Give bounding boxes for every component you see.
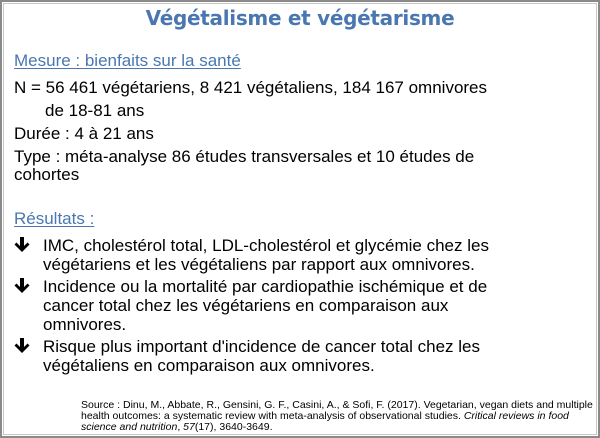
result-text-line: Incidence ou la mortalité par cardiopathie ischémique et de — [43, 277, 488, 296]
type-line-cont: cohortes — [14, 165, 80, 184]
citation-separator: , — [177, 421, 184, 433]
age-range-line: de 18-81 ans — [45, 101, 145, 120]
type-line: Type : méta-analyse 86 études transversales et 10 études de — [14, 147, 475, 166]
population-line: N = 56 461 végétariens, 8 421 végétaliens, 184 167 omnivores — [14, 78, 488, 97]
result-item — [14, 236, 578, 274]
result-text-line: végétaliens en comparaison aux omnivores. — [43, 356, 375, 375]
duration-line: Durée : 4 à 21 ans — [14, 124, 154, 143]
result-text — [43, 277, 578, 334]
source-citation — [81, 400, 596, 433]
arrow-down-icon — [14, 337, 30, 355]
citation-volume: 57 — [183, 421, 195, 433]
citation-journal: Critical reviews in food science and nutrition — [81, 410, 569, 433]
slide-title: Végétalisme et végétarisme — [145, 6, 455, 30]
resultats-heading: Résultats : — [14, 209, 95, 228]
result-text-line: omnivores. — [43, 315, 127, 334]
result-text-line: végétariens et les végétaliens par rapport aux omnivores. — [43, 255, 475, 274]
arrow-down-icon — [14, 236, 30, 254]
citation-pages: (17), 3640-3649. — [194, 421, 273, 433]
result-text — [43, 236, 578, 274]
result-text — [43, 337, 578, 375]
mesure-heading: Mesure : bienfaits sur la santé — [14, 51, 241, 70]
result-item — [14, 337, 578, 375]
result-text-line: Risque plus important d'incidence de cancer total chez les — [43, 337, 480, 356]
result-text-line: IMC, cholestérol total, LDL-cholestérol et glycémie chez les — [43, 236, 489, 255]
result-item — [14, 277, 578, 334]
citation-text: Source : Dinu, M., Abbate, R., Gensini, G. F., Casini, A., & Sofi, F. (2017). Vegetarian, vegan diets and multiple health outcomes: a systematic review with meta-analysis of observational studies. — [81, 399, 593, 422]
arrow-down-icon — [14, 277, 30, 295]
result-text-line: cancer total chez les végétariens en comparaison aux — [43, 296, 449, 315]
